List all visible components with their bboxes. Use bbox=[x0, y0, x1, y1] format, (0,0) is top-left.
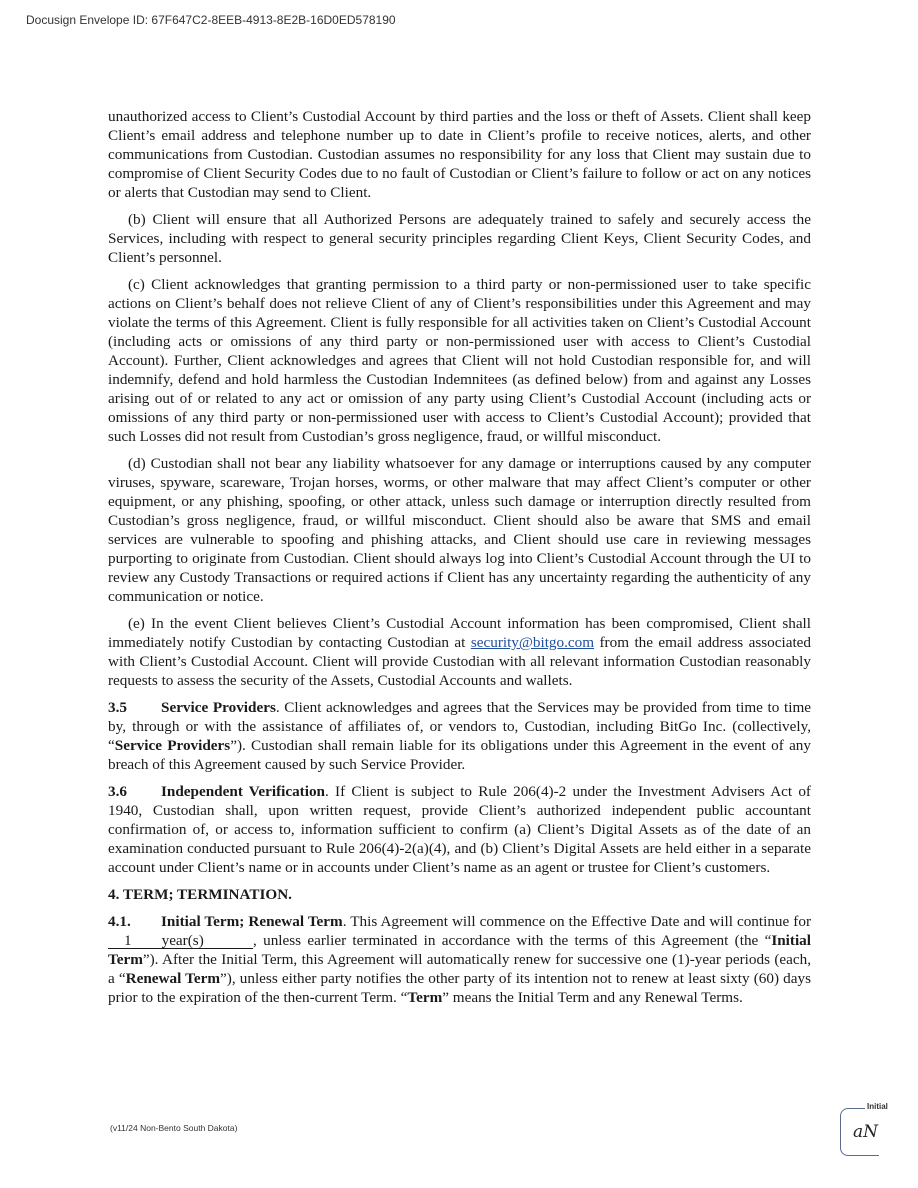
paragraph-d: (d) Custodian shall not bear any liability whatsoever for any damage or interruptions caused by any computer viruses, spyware, scareware, Trojan horses, worms, or other malware that may affect Client’s computer or other equipment, or any phishing, spoofing, or other attack, unless such damage or interruption directly resulted from Custodian’s gross negligence, fraud, or willful misconduct. Client should also be aware that SMS and email services are vulnerable to spoofing and phishing attacks, and Client should use care in reviewing messages purporting to originate from Custodian. Client should always log into Client’s Custodial Account through the UI to review any Custody Transactions or required actions if Client has any uncertainty regarding the authenticity of any communication or notice. bbox=[108, 455, 811, 605]
initial-signature: aN bbox=[853, 1122, 879, 1142]
security-email-link[interactable]: security@bitgo.com bbox=[470, 634, 595, 651]
section-3-6: 3.6 Independent Verification. If Client is subject to Rule 206(4)-2 under the Investment Advisers Act of 1940, Custodian shall, upon written request, provide Client’s authorized independent public accountant confirmation of, or access to, information sufficient to confirm (a) Client’s Digital Assets as of the date of an examination conducted pursuant to Rule 206(4)-2(a)(4), and (b) Client’s Digital Assets are held either in a separate account under Client’s name or in accounts under Client’s name as an agent or trustee for Client’s customers. bbox=[108, 783, 811, 876]
section-title: Independent Verification bbox=[161, 783, 326, 800]
envelope-id: Docusign Envelope ID: 67F647C2-8EEB-4913-8E2B-16D0ED578190 bbox=[26, 13, 396, 27]
section-4-heading: 4. TERM; TERMINATION. bbox=[108, 886, 292, 903]
section-number: 3.5 bbox=[108, 699, 127, 716]
paragraph-c: (c) Client acknowledges that granting permission to a third party or non-permissioned user to take specific actions on Client’s behalf does not relieve Client of any of Client’s responsibilities under this Agreement and may violate the terms of this Agreement. Client is fully responsible for all activities taken on Client’s Custodial Account (including acts or omissions of any third party or non-permissioned user with access to Client’s Custodial Account). Further, Client acknowledges and agrees that Client will not hold Custodian responsible for, and will indemnify, defend and hold harmless the Custodian Indemnitees (as defined below) from and against any Losses arising out of or related to any act or omission of any party using Client’s Custodial Account (including acts or omissions of any third party or non-permissioned user with access to Client’s Custodial Account); provided that such Losses did not result from Custodian’s gross negligence, fraud, or willful misconduct. bbox=[108, 276, 811, 445]
section-title: Service Providers bbox=[161, 699, 276, 716]
version-footer: (v11/24 Non-Bento South Dakota) bbox=[110, 1123, 238, 1133]
section-4-1: 4.1. Initial Term; Renewal Term. This Agreement will commence on the Effective Date and will continue for 1 year(s) , unless earlier terminated in accordance with the terms of this Agreement (the “Initial Term”). After the Initial Term, this Agreement will automatically renew for successive one (1)-year periods (each, a “Renewal Term”), unless either party notifies the other party of its intention not to renew at least sixty (60) days prior to the expiration of the then-current Term. “Term” means the Initial Term and any Renewal Terms. bbox=[108, 913, 812, 1006]
paragraph-continuation: unauthorized access to Client’s Custodial Account by third parties and the loss or theft of Assets. Client shall keep Client’s email address and telephone number up to date in Client’s profile to receive notices, alerts, and other communications from Custodian. Custodian assumes no responsibility for any loss that Client may sustain due to compromise of Client Security Codes due to no fault of Custodian or Client’s failure to follow or act on any notices or alerts that Custodian may send to Client. bbox=[108, 108, 811, 201]
section-title: Initial Term; Renewal Term bbox=[161, 913, 343, 930]
section-number: 4.1. bbox=[108, 913, 131, 930]
term-length-field: 1 year(s) bbox=[108, 933, 253, 949]
section-3-5: 3.5 Service Providers. Client acknowledges and agrees that the Services may be provided from time to time by, through or with the assistance of affiliates of, or vendors to, Custodian, including BitGo Inc. (collectively, “Service Providers”). Custodian shall remain liable for its obligations under this Agreement in the event of any breach of this Agreement caused by such Service Provider. bbox=[108, 699, 812, 773]
paragraph-e: (e) In the event Client believes Client’s Custodial Account information has been compromised, Client shall immediately notify Custodian by contacting Custodian at security@bitgo.com from the email address associated with Client’s Custodial Account. Client will provide Custodian with all relevant information Custodian reasonably requests to assess the security of the Assets, Custodial Accounts and wallets. bbox=[108, 615, 811, 689]
paragraph-b: (b) Client will ensure that all Authorized Persons are adequately trained to safely and securely access the Services, including with respect to general security principles regarding Client Keys, Client Security Codes, and Client’s personnel. bbox=[108, 211, 811, 266]
section-number: 3.6 bbox=[108, 783, 127, 800]
document-page bbox=[108, 107, 811, 1015]
initial-label: Initial bbox=[867, 1102, 888, 1111]
